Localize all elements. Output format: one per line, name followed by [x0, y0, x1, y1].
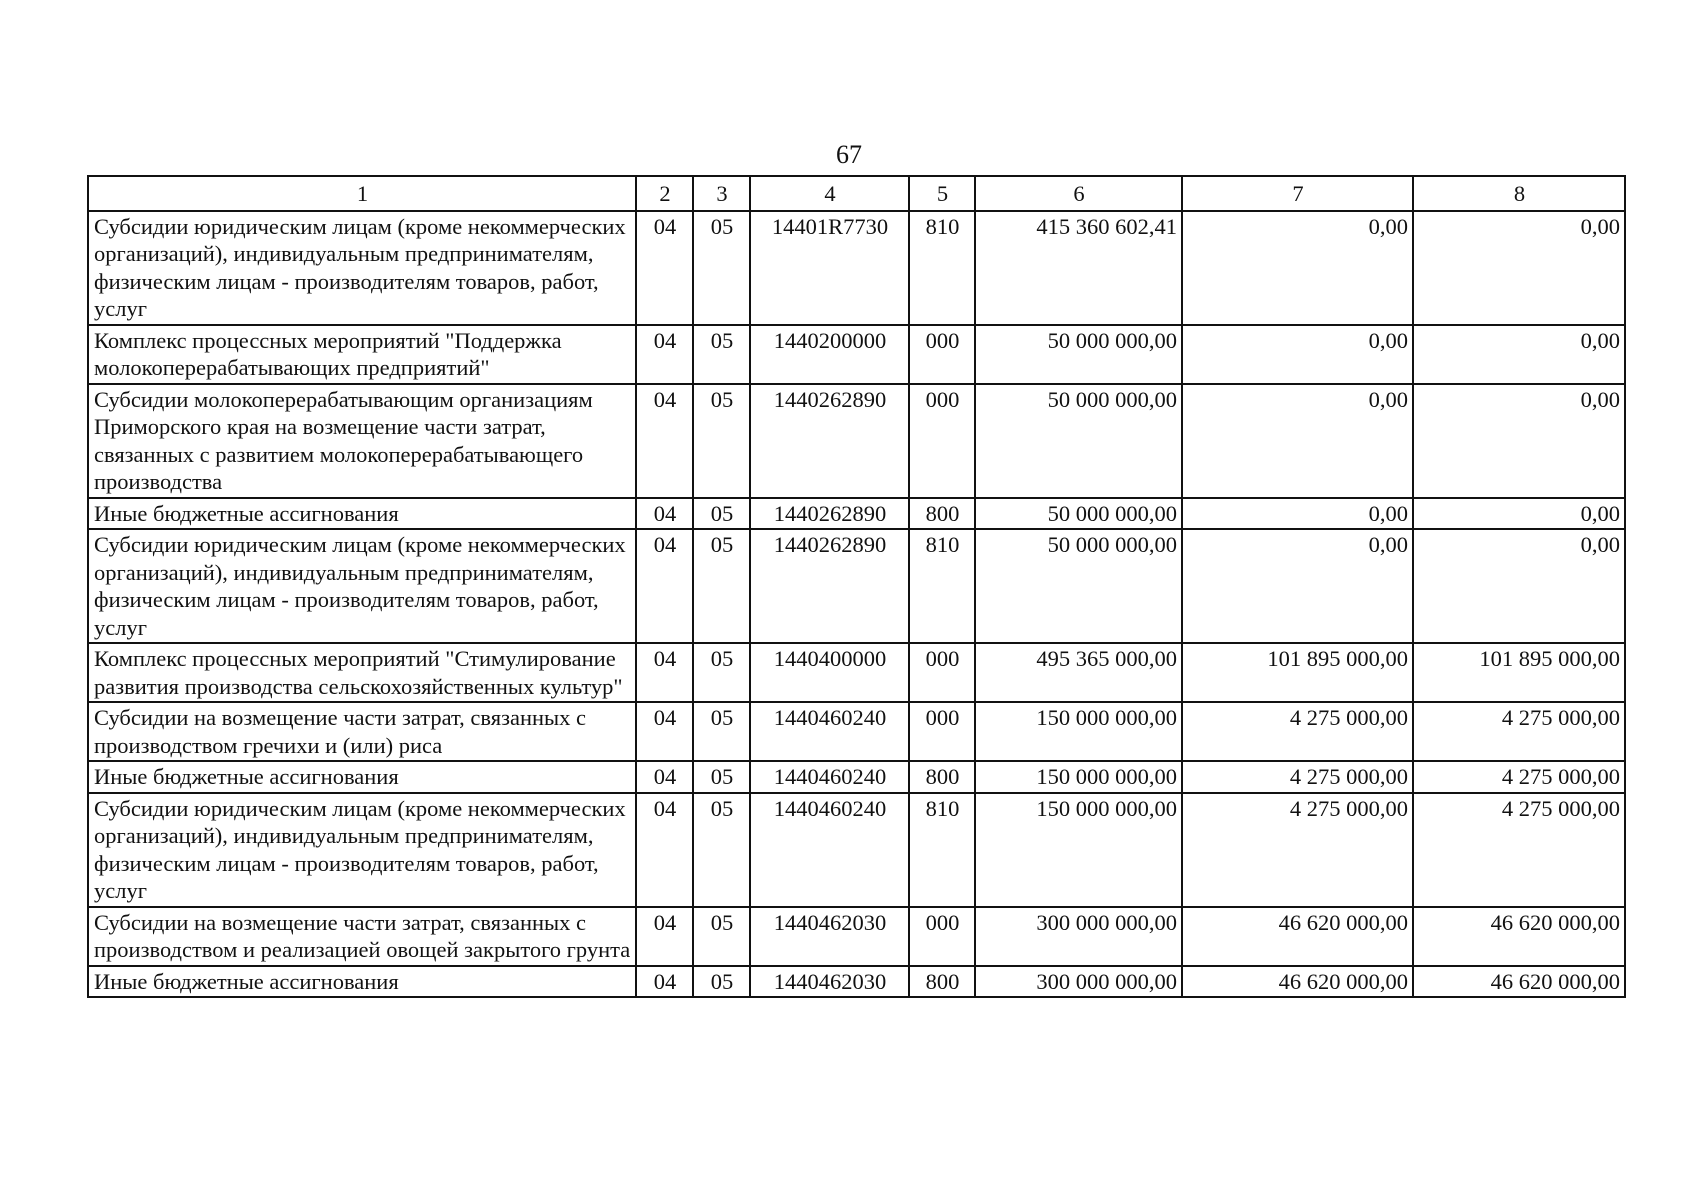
section-code: 04: [636, 498, 693, 530]
amount-col-7: 0,00: [1182, 211, 1413, 325]
amount-col-8: 0,00: [1413, 325, 1625, 384]
amount-col-6: 415 360 602,41: [975, 211, 1182, 325]
expense-name: Субсидии молокоперерабатывающим организациям Приморского края на возмещение части затрат, связанных с развитием молокоперерабатывающего производства: [88, 384, 636, 498]
expense-type-code: 000: [909, 907, 975, 966]
subsection-code: 05: [693, 498, 750, 530]
expense-type-code: 000: [909, 325, 975, 384]
amount-col-7: 4 275 000,00: [1182, 702, 1413, 761]
subsection-code: 05: [693, 643, 750, 702]
section-code: 04: [636, 793, 693, 907]
target-article-code: 1440262890: [750, 384, 909, 498]
expense-type-code: 000: [909, 702, 975, 761]
target-article-code: 14401R7730: [750, 211, 909, 325]
subsection-code: 05: [693, 702, 750, 761]
table-row: [88, 325, 1625, 384]
amount-col-6: 50 000 000,00: [975, 498, 1182, 530]
expense-name: Субсидии юридическим лицам (кроме некоммерческих организаций), индивидуальным предпринимателям, физическим лицам - производителям товаров, работ, услуг: [88, 211, 636, 325]
section-code: 04: [636, 643, 693, 702]
amount-col-8: 0,00: [1413, 211, 1625, 325]
section-code: 04: [636, 529, 693, 643]
expense-type-code: 800: [909, 498, 975, 530]
subsection-code: 05: [693, 211, 750, 325]
section-code: 04: [636, 761, 693, 793]
amount-col-6: 150 000 000,00: [975, 702, 1182, 761]
section-code: 04: [636, 907, 693, 966]
table-row: [88, 966, 1625, 998]
amount-col-7: 4 275 000,00: [1182, 793, 1413, 907]
target-article-code: 1440262890: [750, 498, 909, 530]
amount-col-8: 4 275 000,00: [1413, 761, 1625, 793]
column-header: 4: [750, 176, 909, 211]
section-code: 04: [636, 702, 693, 761]
section-code: 04: [636, 966, 693, 998]
amount-col-8: 46 620 000,00: [1413, 966, 1625, 998]
amount-col-6: 300 000 000,00: [975, 907, 1182, 966]
amount-col-8: 0,00: [1413, 384, 1625, 498]
amount-col-7: 4 275 000,00: [1182, 761, 1413, 793]
target-article-code: 1440462030: [750, 907, 909, 966]
subsection-code: 05: [693, 966, 750, 998]
expense-name: Субсидии юридическим лицам (кроме некоммерческих организаций), индивидуальным предпринимателям, физическим лицам - производителям товаров, работ, услуг: [88, 793, 636, 907]
expense-name: Субсидии юридическим лицам (кроме некоммерческих организаций), индивидуальным предпринимателям, физическим лицам - производителям товаров, работ, услуг: [88, 529, 636, 643]
amount-col-6: 150 000 000,00: [975, 761, 1182, 793]
expense-name: Иные бюджетные ассигнования: [88, 498, 636, 530]
expense-type-code: 000: [909, 384, 975, 498]
target-article-code: 1440400000: [750, 643, 909, 702]
amount-col-7: 46 620 000,00: [1182, 966, 1413, 998]
amount-col-6: 495 365 000,00: [975, 643, 1182, 702]
expense-name: Иные бюджетные ассигнования: [88, 966, 636, 998]
amount-col-6: 300 000 000,00: [975, 966, 1182, 998]
expense-type-code: 810: [909, 793, 975, 907]
target-article-code: 1440460240: [750, 761, 909, 793]
target-article-code: 1440462030: [750, 966, 909, 998]
section-code: 04: [636, 384, 693, 498]
table-row: [88, 498, 1625, 530]
column-header: 2: [636, 176, 693, 211]
section-code: 04: [636, 211, 693, 325]
expense-type-code: 810: [909, 211, 975, 325]
amount-col-7: 0,00: [1182, 325, 1413, 384]
expense-name: Субсидии на возмещение части затрат, связанных с производством гречихи и (или) риса: [88, 702, 636, 761]
table-row: [88, 702, 1625, 761]
subsection-code: 05: [693, 325, 750, 384]
column-header: 5: [909, 176, 975, 211]
column-header: 1: [88, 176, 636, 211]
table-row: [88, 907, 1625, 966]
table-row: [88, 529, 1625, 643]
amount-col-6: 50 000 000,00: [975, 384, 1182, 498]
target-article-code: 1440460240: [750, 793, 909, 907]
target-article-code: 1440460240: [750, 702, 909, 761]
amount-col-8: 101 895 000,00: [1413, 643, 1625, 702]
subsection-code: 05: [693, 793, 750, 907]
expense-name: Субсидии на возмещение части затрат, связанных с производством и реализацией овощей закрытого грунта: [88, 907, 636, 966]
amount-col-8: 4 275 000,00: [1413, 793, 1625, 907]
page-number: 67: [836, 140, 862, 169]
target-article-code: 1440262890: [750, 529, 909, 643]
target-article-code: 1440200000: [750, 325, 909, 384]
amount-col-6: 50 000 000,00: [975, 529, 1182, 643]
table-row: [88, 211, 1625, 325]
amount-col-8: 4 275 000,00: [1413, 702, 1625, 761]
subsection-code: 05: [693, 761, 750, 793]
table-row: [88, 384, 1625, 498]
amount-col-8: 0,00: [1413, 529, 1625, 643]
expense-type-code: 800: [909, 966, 975, 998]
column-header: 8: [1413, 176, 1625, 211]
amount-col-7: 0,00: [1182, 384, 1413, 498]
amount-col-7: 0,00: [1182, 498, 1413, 530]
budget-table: [87, 175, 1626, 998]
subsection-code: 05: [693, 529, 750, 643]
amount-col-7: 0,00: [1182, 529, 1413, 643]
subsection-code: 05: [693, 384, 750, 498]
table-header: [88, 176, 1625, 211]
subsection-code: 05: [693, 907, 750, 966]
table-row: [88, 793, 1625, 907]
amount-col-8: 46 620 000,00: [1413, 907, 1625, 966]
expense-name: Комплекс процессных мероприятий "Поддержка молокоперерабатывающих предприятий": [88, 325, 636, 384]
section-code: 04: [636, 325, 693, 384]
amount-col-7: 46 620 000,00: [1182, 907, 1413, 966]
expense-type-code: 800: [909, 761, 975, 793]
expense-name: Комплекс процессных мероприятий "Стимулирование развития производства сельскохозяйственных культур": [88, 643, 636, 702]
expense-type-code: 810: [909, 529, 975, 643]
table-row: [88, 761, 1625, 793]
column-header: 6: [975, 176, 1182, 211]
table-body: [88, 211, 1625, 998]
amount-col-7: 101 895 000,00: [1182, 643, 1413, 702]
amount-col-8: 0,00: [1413, 498, 1625, 530]
amount-col-6: 50 000 000,00: [975, 325, 1182, 384]
header-row: [88, 176, 1625, 211]
amount-col-6: 150 000 000,00: [975, 793, 1182, 907]
expense-type-code: 000: [909, 643, 975, 702]
column-header: 3: [693, 176, 750, 211]
expense-name: Иные бюджетные ассигнования: [88, 761, 636, 793]
table-row: [88, 643, 1625, 702]
column-header: 7: [1182, 176, 1413, 211]
